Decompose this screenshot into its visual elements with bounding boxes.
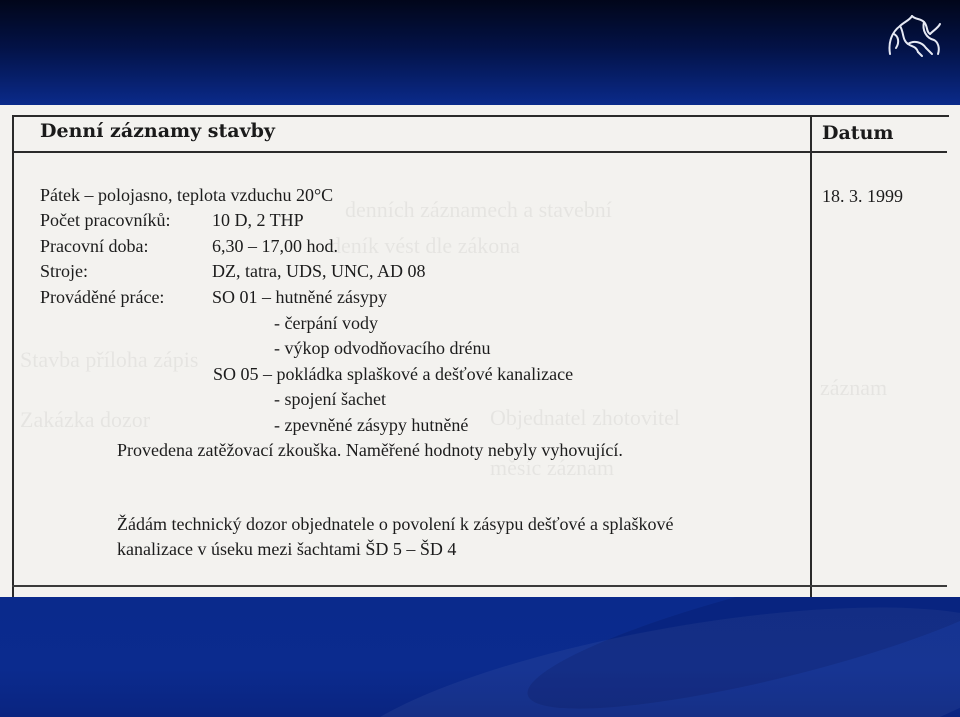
construction-diary-scan: denních záznamech a stavební deník vést dle zákona Stavba příloha zápis Zakázka dozor Objednatel zhotovitel měsíc záznam záznam Denní záznamy stavby Datum 18. 3. 1999 Pátek – polojasno, teplota vzduchu 20°C Počet pracovníků: 10 D, 2 THP Pracovní doba: 6,30 – 17,00 hod. Stroje: DZ, tatra, UDS, UNC, AD 08 Prováděné práce: SO 01 – hutněné zásypy - čerpání vody - výkop odvodňovacího drénu SO 05 – pokládka splaškové a dešťové kanalizace - spojení šachet - zpevněné zásypy hutněné Provedena zatěžovací zkouška. Naměřené hodnoty nebyly vyhovující. Žádám technický dozor objednatele o povolení k zásypu dešťové a splaškové kanalizace v úseku mezi šachtami ŠD 5 – ŠD 4 [0, 105, 960, 597]
entry-date: 18. 3. 1999 [822, 186, 903, 206]
weather-line: Pátek – polojasno, teplota vzduchu 20°C [40, 185, 334, 205]
bottom-banner [0, 597, 960, 717]
work-item: SO 01 – hutněné zásypy [212, 287, 387, 307]
machines-label: Stroje: [40, 261, 88, 281]
hours-value: 6,30 – 17,00 hod. [212, 236, 338, 256]
workers-label: Počet pracovníků: [40, 210, 171, 230]
top-banner [0, 0, 960, 105]
diary-title: Denní záznamy stavby [40, 120, 275, 142]
workers-value: 10 D, 2 THP [212, 210, 304, 230]
work-item: - čerpání vody [274, 313, 378, 333]
works-label: Prováděné práce: [40, 287, 165, 307]
lion-logo-icon [882, 12, 942, 58]
machines-value: DZ, tatra, UDS, UNC, AD 08 [212, 261, 426, 281]
work-item: - zpevněné zásypy hutněné [274, 415, 469, 435]
date-column-title: Datum [822, 122, 894, 144]
work-item: - výkop odvodňovacího drénu [274, 338, 491, 358]
column-divider [810, 115, 812, 597]
request-line-2: kanalizace v úseku mezi šachtami ŠD 5 – ŠD 4 [117, 539, 457, 559]
request-line-1: Žádám technický dozor objednatele o povolení k zásypu dešťové a splaškové [117, 514, 674, 534]
bottom-rule [12, 585, 947, 587]
work-item: - spojení šachet [274, 389, 386, 409]
header-rule [12, 151, 947, 153]
hours-label: Pracovní doba: [40, 236, 149, 256]
work-item: SO 05 – pokládka splaškové a dešťové kanalizace [213, 364, 574, 384]
test-note: Provedena zatěžovací zkouška. Naměřené hodnoty nebyly vyhovující. [117, 440, 623, 460]
